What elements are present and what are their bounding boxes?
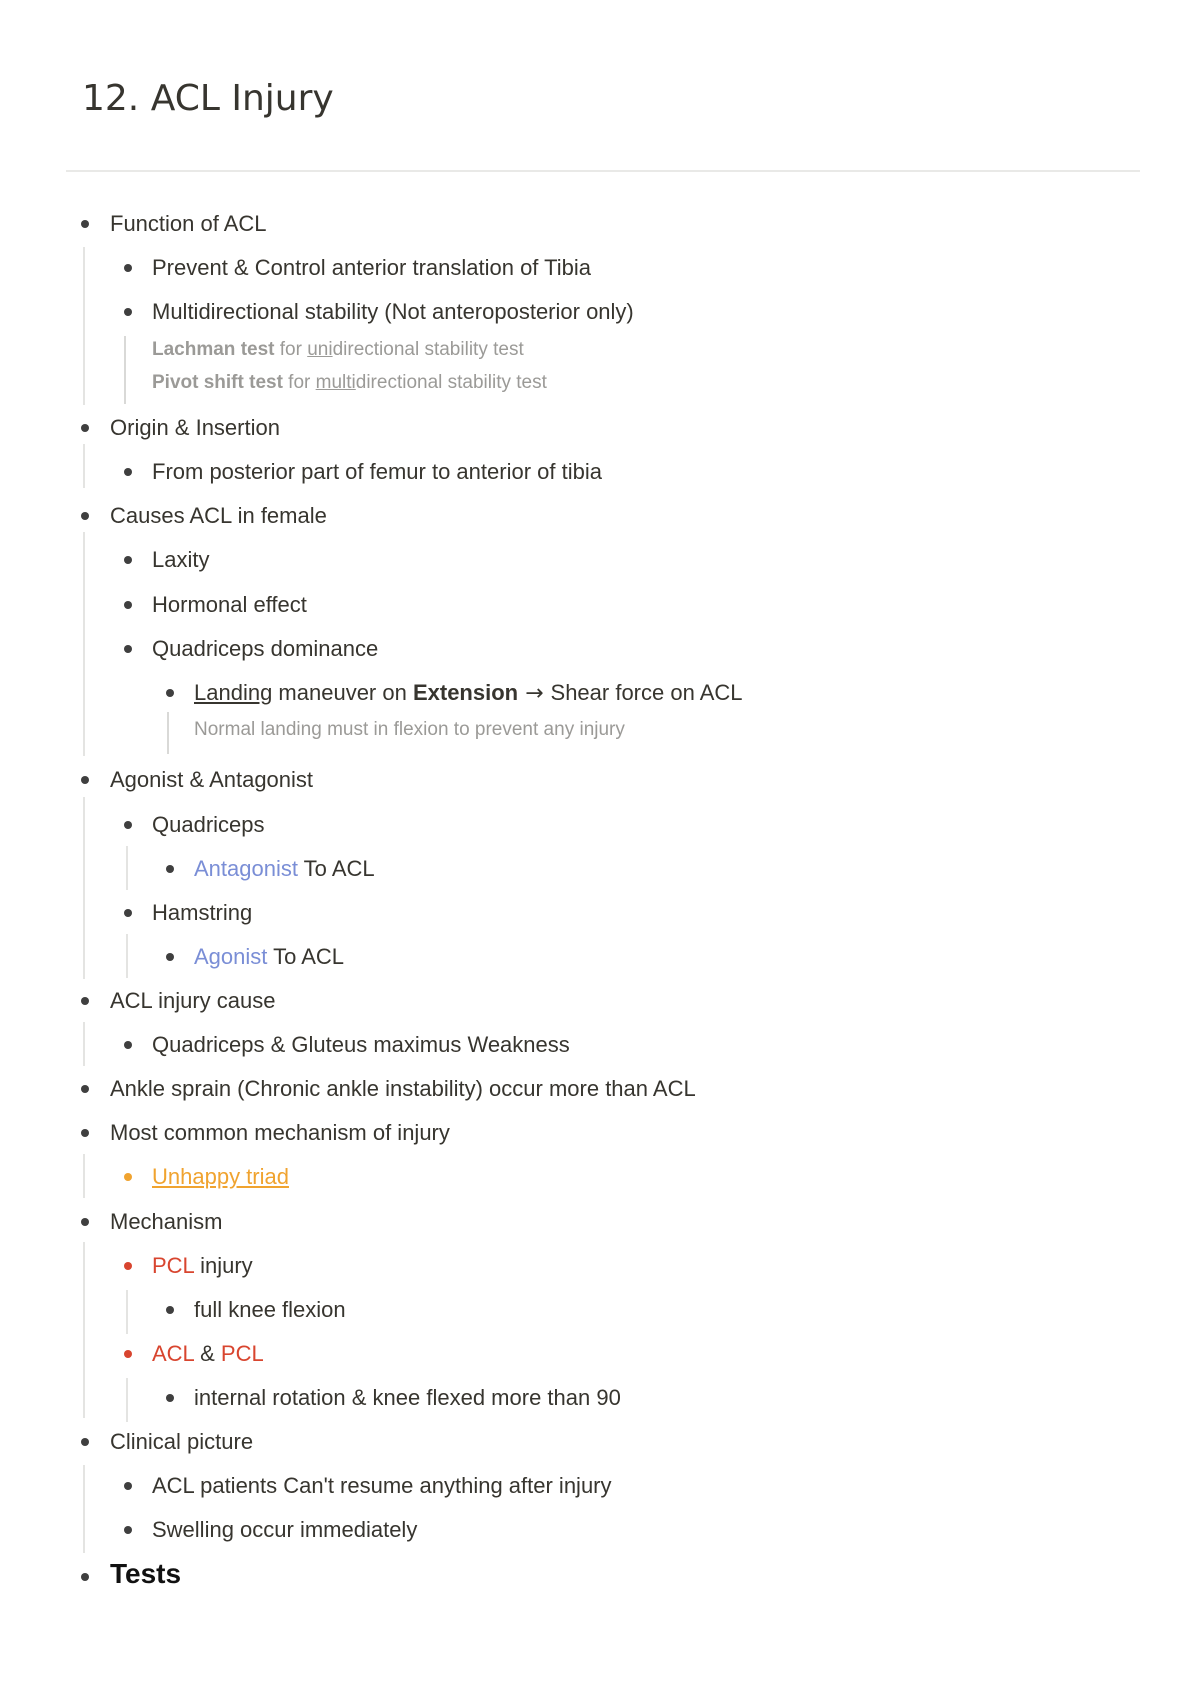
list-item: Function of ACL [110,211,267,236]
bullet-icon [81,512,89,520]
list-item: full knee flexion [194,1297,346,1322]
indent-rail [83,1242,85,1418]
note-bold: Lachman test [152,339,275,360]
bullet-icon [81,1573,89,1581]
arrow-right-icon: → [518,681,551,706]
bullet-icon [124,909,132,917]
quote-note: Pivot shift test for multidirectional stability test [152,372,547,393]
indent-rail [83,1465,85,1553]
tests-heading: Tests [110,1558,182,1589]
list-item: Quadriceps & Gluteus maximus Weakness [152,1032,570,1057]
note-rail [167,712,169,754]
bullet-icon [81,1085,89,1093]
note-rail [124,336,126,404]
title-divider [66,170,1140,172]
indent-rail [83,532,85,756]
bullet-icon [81,776,89,784]
list-item: Multidirectional stability (Not anteroposterior only) [152,299,634,324]
bullet-icon [124,556,132,564]
list-item: ACL injury cause [110,988,276,1013]
indent-rail [83,1154,85,1198]
list-item: Agonist To ACL [194,944,345,969]
bullet-icon [124,1041,132,1049]
bullet-icon [81,997,89,1005]
quote-note: Normal landing must in flexion to prevent any injury [194,719,625,740]
indent-rail [83,1022,85,1066]
list-item: Hormonal effect [152,592,307,617]
list-item: ACL & PCL [152,1341,264,1366]
list-item: Prevent & Control anterior translation of Tibia [152,255,592,280]
bullet-icon [124,468,132,476]
indent-rail [126,846,128,890]
bullet-icon [81,1438,89,1446]
bullet-icon [166,1306,174,1314]
unhappy-triad-link[interactable]: Unhappy triad [152,1164,289,1189]
list-item: Causes ACL in female [110,503,327,528]
bullet-icon [124,308,132,316]
list-item: Origin & Insertion [110,415,280,440]
bullet-icon [124,264,132,272]
quote-note: Lachman test for unidirectional stability test [152,339,524,360]
bullet-icon [166,689,174,697]
bullet-icon [124,1482,132,1490]
bullet-icon [124,1350,132,1358]
bullet-icon [81,424,89,432]
bullet-icon [166,1394,174,1402]
list-item: Swelling occur immediately [152,1517,418,1542]
bullet-icon [166,865,174,873]
page-title: 12. ACL Injury [82,78,334,119]
list-item: Most common mechanism of injury [110,1120,450,1145]
list-item: Clinical picture [110,1429,254,1454]
indent-rail [126,934,128,978]
list-item: PCL injury [152,1253,253,1278]
list-item: From posterior part of femur to anterior of tibia [152,459,602,484]
bullet-icon [124,1173,132,1181]
list-item: internal rotation & knee flexed more than 90 [194,1385,621,1410]
note-bold: Pivot shift test [152,372,283,393]
list-item: Landing maneuver on Extension → Shear force on ACL [194,680,743,706]
bullet-icon [81,1129,89,1137]
indent-rail [83,797,85,979]
indent-rail [126,1290,128,1334]
indent-rail [83,247,85,405]
list-item: Ankle sprain (Chronic ankle instability) occur more than ACL [110,1076,696,1101]
indent-rail [126,1378,128,1422]
indent-rail [83,444,85,488]
list-item: Quadriceps dominance [152,636,379,661]
list-item: Mechanism [110,1209,223,1234]
bullet-icon [81,220,89,228]
list-item: Agonist & Antagonist [110,767,314,792]
bullet-icon [124,601,132,609]
bullet-icon [124,821,132,829]
list-item: Antagonist To ACL [194,856,375,881]
bullet-icon [81,1218,89,1226]
list-item: ACL patients Can't resume anything after injury [152,1473,612,1498]
bullet-icon [124,1526,132,1534]
list-item: Laxity [152,547,210,572]
bullet-icon [124,645,132,653]
bullet-icon [166,953,174,961]
list-item: Quadriceps [152,812,265,837]
list-item: Hamstring [152,900,253,925]
bullet-icon [124,1262,132,1270]
